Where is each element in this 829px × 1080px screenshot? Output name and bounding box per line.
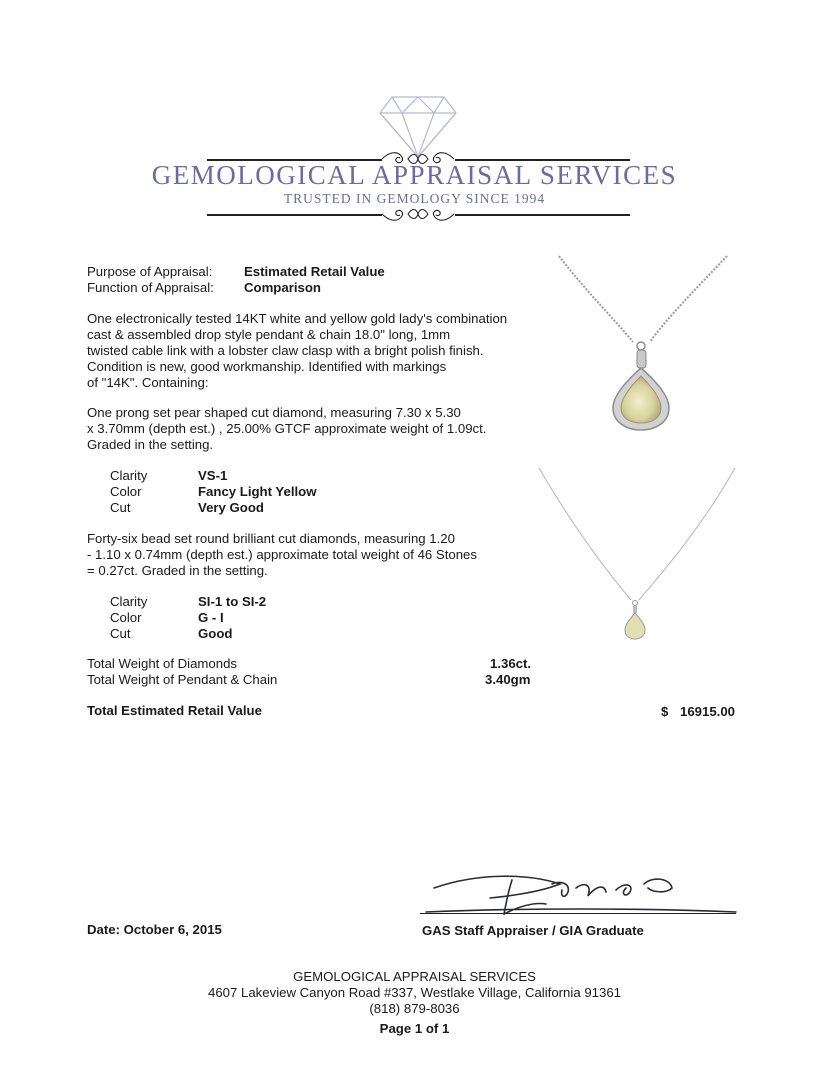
header-bottom-rule-left [207, 214, 382, 216]
center-color-value: Fancy Light Yellow [198, 484, 317, 499]
page-number: Page 1 of 1 [379, 1021, 450, 1036]
description-line: of "14K". Containing: [87, 375, 209, 390]
scroll-ornament-bottom-icon [380, 205, 456, 223]
function-label: Function of Appraisal: [87, 280, 214, 295]
description-line: Condition is new, good workmanship. Identified with markings [87, 359, 447, 374]
appraisal-date: Date: October 6, 2015 [87, 922, 222, 937]
side-stones-line: Forty-six bead set round brilliant cut diamonds, measuring 1.20 [87, 531, 455, 546]
description-line: cast & assembled drop style pendant & chain 18.0" long, 1mm [87, 327, 451, 342]
footer-phone: (818) 879-8036 [369, 1001, 460, 1016]
footer-company: GEMOLOGICAL APPRAISAL SERVICES [293, 969, 536, 984]
footer-address: 4607 Lakeview Canyon Road #337, Westlake Village, California 91361 [208, 985, 621, 1000]
description-line: twisted cable link with a lobster claw clasp with a bright polish finish. [87, 343, 484, 358]
total-pendant-value: 3.40gm [485, 672, 531, 687]
total-retail-label: Total Estimated Retail Value [87, 703, 262, 718]
center-stone-line: One prong set pear shaped cut diamond, measuring 7.30 x 5.30 [87, 405, 461, 420]
side-stones-line: - 1.10 x 0.74mm (depth est.) approximate total weight of 46 Stones [87, 547, 477, 562]
side-clarity-label: Clarity [110, 594, 148, 609]
side-color-label: Color [110, 610, 142, 625]
center-color-label: Color [110, 484, 142, 499]
side-color-value: G - I [198, 610, 224, 625]
center-cut-value: Very Good [198, 500, 264, 515]
header-bottom-rule-right [455, 214, 630, 216]
total-pendant-label: Total Weight of Pendant & Chain [87, 672, 278, 687]
company-logo-title: GEMOLOGICAL APPRAISAL SERVICES [151, 160, 678, 190]
center-stone-line: Graded in the setting. [87, 437, 214, 452]
company-tagline: TRUSTED IN GEMOLOGY SINCE 1994 [283, 191, 546, 206]
total-retail-value: 16915.00 [680, 704, 736, 719]
side-clarity-value: SI-1 to SI-2 [198, 594, 267, 609]
total-retail-currency: $ [661, 704, 669, 719]
appraiser-title: GAS Staff Appraiser / GIA Graduate [422, 923, 644, 938]
total-diamonds-label: Total Weight of Diamonds [87, 656, 238, 671]
purpose-value: Estimated Retail Value [244, 264, 385, 279]
purpose-label: Purpose of Appraisal: [87, 264, 213, 279]
pendant-closeup-photo [555, 250, 735, 440]
function-value: Comparison [244, 280, 321, 295]
center-cut-label: Cut [110, 500, 131, 515]
side-cut-label: Cut [110, 626, 131, 641]
pendant-full-photo [535, 460, 740, 645]
side-cut-value: Good [198, 626, 233, 641]
center-stone-line: x 3.70mm (depth est.) , 25.00% GTCF approximate weight of 1.09ct. [87, 421, 487, 436]
signature-line [420, 913, 736, 914]
center-clarity-value: VS-1 [198, 468, 228, 483]
center-clarity-label: Clarity [110, 468, 148, 483]
side-stones-line: = 0.27ct. Graded in the setting. [87, 563, 268, 578]
description-line: One electronically tested 14KT white and yellow gold lady's combination [87, 311, 508, 326]
total-diamonds-value: 1.36ct. [490, 656, 532, 671]
appraiser-signature [420, 862, 740, 924]
